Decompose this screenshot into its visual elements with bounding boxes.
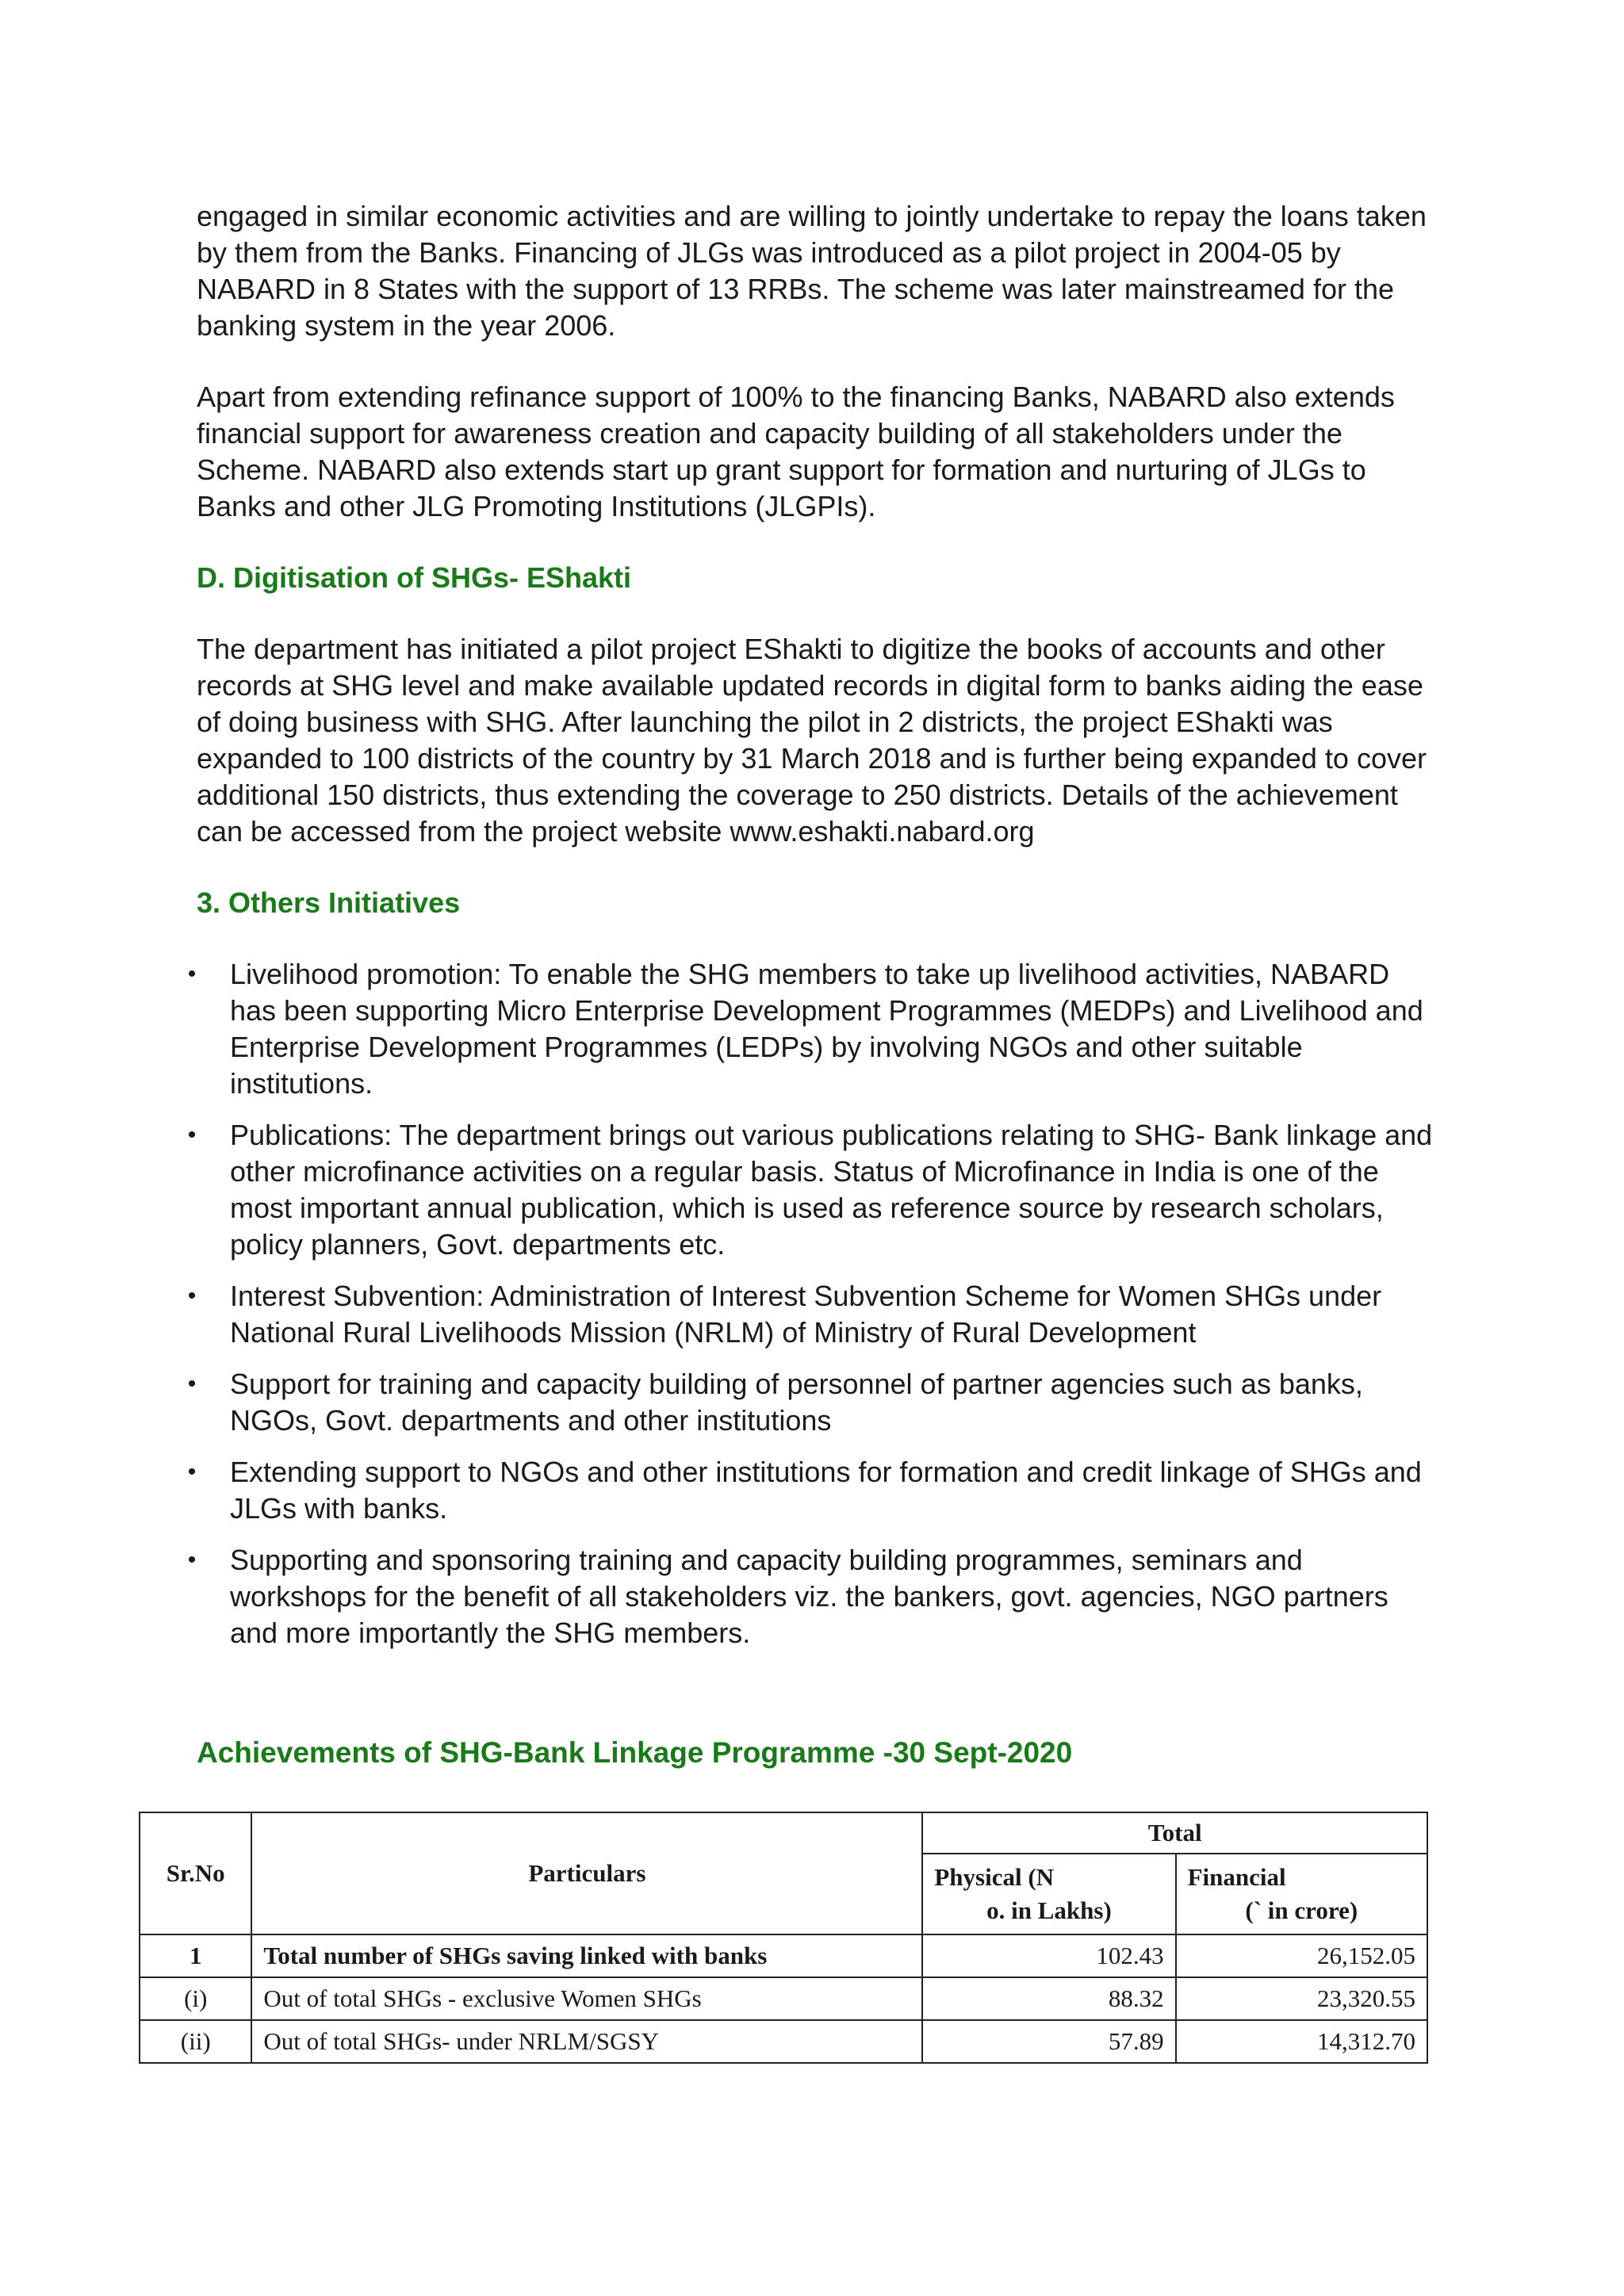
list-item: • Interest Subvention: Administration of Interest Subvention Scheme for Women SHGs under National Rural Livelihoods Mission (NRLM) of Ministry of Rural Development <box>197 1278 1434 1351</box>
list-item: • Extending support to NGOs and other institutions for formation and credit linkage of SHGs and JLGs with banks. <box>197 1454 1434 1527</box>
paragraph-refinance-support: Apart from extending refinance support of 100% to the financing Banks, NABARD also extends financial support for awareness creation and capacity building of all stakeholders under the Scheme. NABARD also extends start up grant support for formation and nurturing of JLGs to Banks and other JLG Promoting Institutions (JLGPIs). <box>197 381 1395 522</box>
achievements-table <box>139 1812 1428 2064</box>
bullet-icon: • <box>187 1459 197 1485</box>
heading-achievements: Achievements of SHG-Bank Linkage Programme -30 Sept-2020 <box>197 1736 1073 1769</box>
list-item: • Support for training and capacity building of personnel of partner agencies such as banks, NGOs, Govt. departments and other institutions <box>197 1366 1434 1439</box>
list-item: • Publications: The department brings out various publications relating to SHG- Bank linkage and other microfinance activities on a regular basis. Status of Microfinance in India is one of the most important annual publication, which is used as reference source by research scholars, policy planners, Govt. departments etc. <box>197 1117 1434 1263</box>
header-total: Total <box>922 1812 1427 1854</box>
table-row: 1 Total number of SHGs saving linked with banks 102.43 26,152.05 <box>140 1934 1427 1977</box>
document-body <box>187 198 1434 1667</box>
list-item: • Livelihood promotion: To enable the SHG members to take up livelihood activities, NABARD has been supporting Micro Enterprise Development Programmes (MEDPs) and Livelihood and Enterprise Development Programmes (LEDPs) by involving NGOs and other suitable institutions. <box>197 956 1434 1102</box>
heading-others-initiatives: 3. Others Initiatives <box>197 886 461 919</box>
header-financial: Financial (` in crore) <box>1176 1854 1427 1934</box>
bullet-icon: • <box>187 1283 197 1309</box>
table-row: (ii) Out of total SHGs- under NRLM/SGSY 57.89 14,312.70 <box>140 2020 1427 2063</box>
bullet-icon: • <box>187 961 197 987</box>
bullet-icon: • <box>187 1122 197 1148</box>
bullet-icon: • <box>187 1371 197 1397</box>
bullet-icon: • <box>187 1547 197 1573</box>
header-sr-no: Sr.No <box>140 1812 251 1934</box>
list-item: • Supporting and sponsoring training and capacity building programmes, seminars and workshops for the benefit of all stakeholders viz. the bankers, govt. agencies, NGO partners and more importantly the SHG members. <box>197 1542 1434 1651</box>
paragraph-eshakti: The department has initiated a pilot project EShakti to digitize the books of accounts and other records at SHG level and make available updated records in digital form to banks aiding the ease of doing business with SHG. After launching the pilot in 2 districts, the project EShakti was expanded to 100 districts of the country by 31 March 2018 and is further being expanded to cover additional 150 districts, thus extending the coverage to 250 districts. Details of the achievement can be accessed from the project website www.eshakti.nabard.org <box>197 633 1427 848</box>
heading-digitisation-eshakti: D. Digitisation of SHGs- EShakti <box>197 561 632 594</box>
header-particulars: Particulars <box>251 1812 922 1934</box>
table-row: (i) Out of total SHGs - exclusive Women SHGs 88.32 23,320.55 <box>140 1977 1427 2020</box>
initiatives-list <box>187 956 1434 1651</box>
paragraph-jlg-intro: engaged in similar economic activities and are willing to jointly undertake to repay the loans taken by them from the Banks. Financing of JLGs was introduced as a pilot project in 2004-05 by NABARD in 8 States with the support of 13 RRBs. The scheme was later mainstreamed for the banking system in the year 2006. <box>197 200 1427 342</box>
header-physical: Physical (N o. in Lakhs) <box>922 1854 1175 1934</box>
